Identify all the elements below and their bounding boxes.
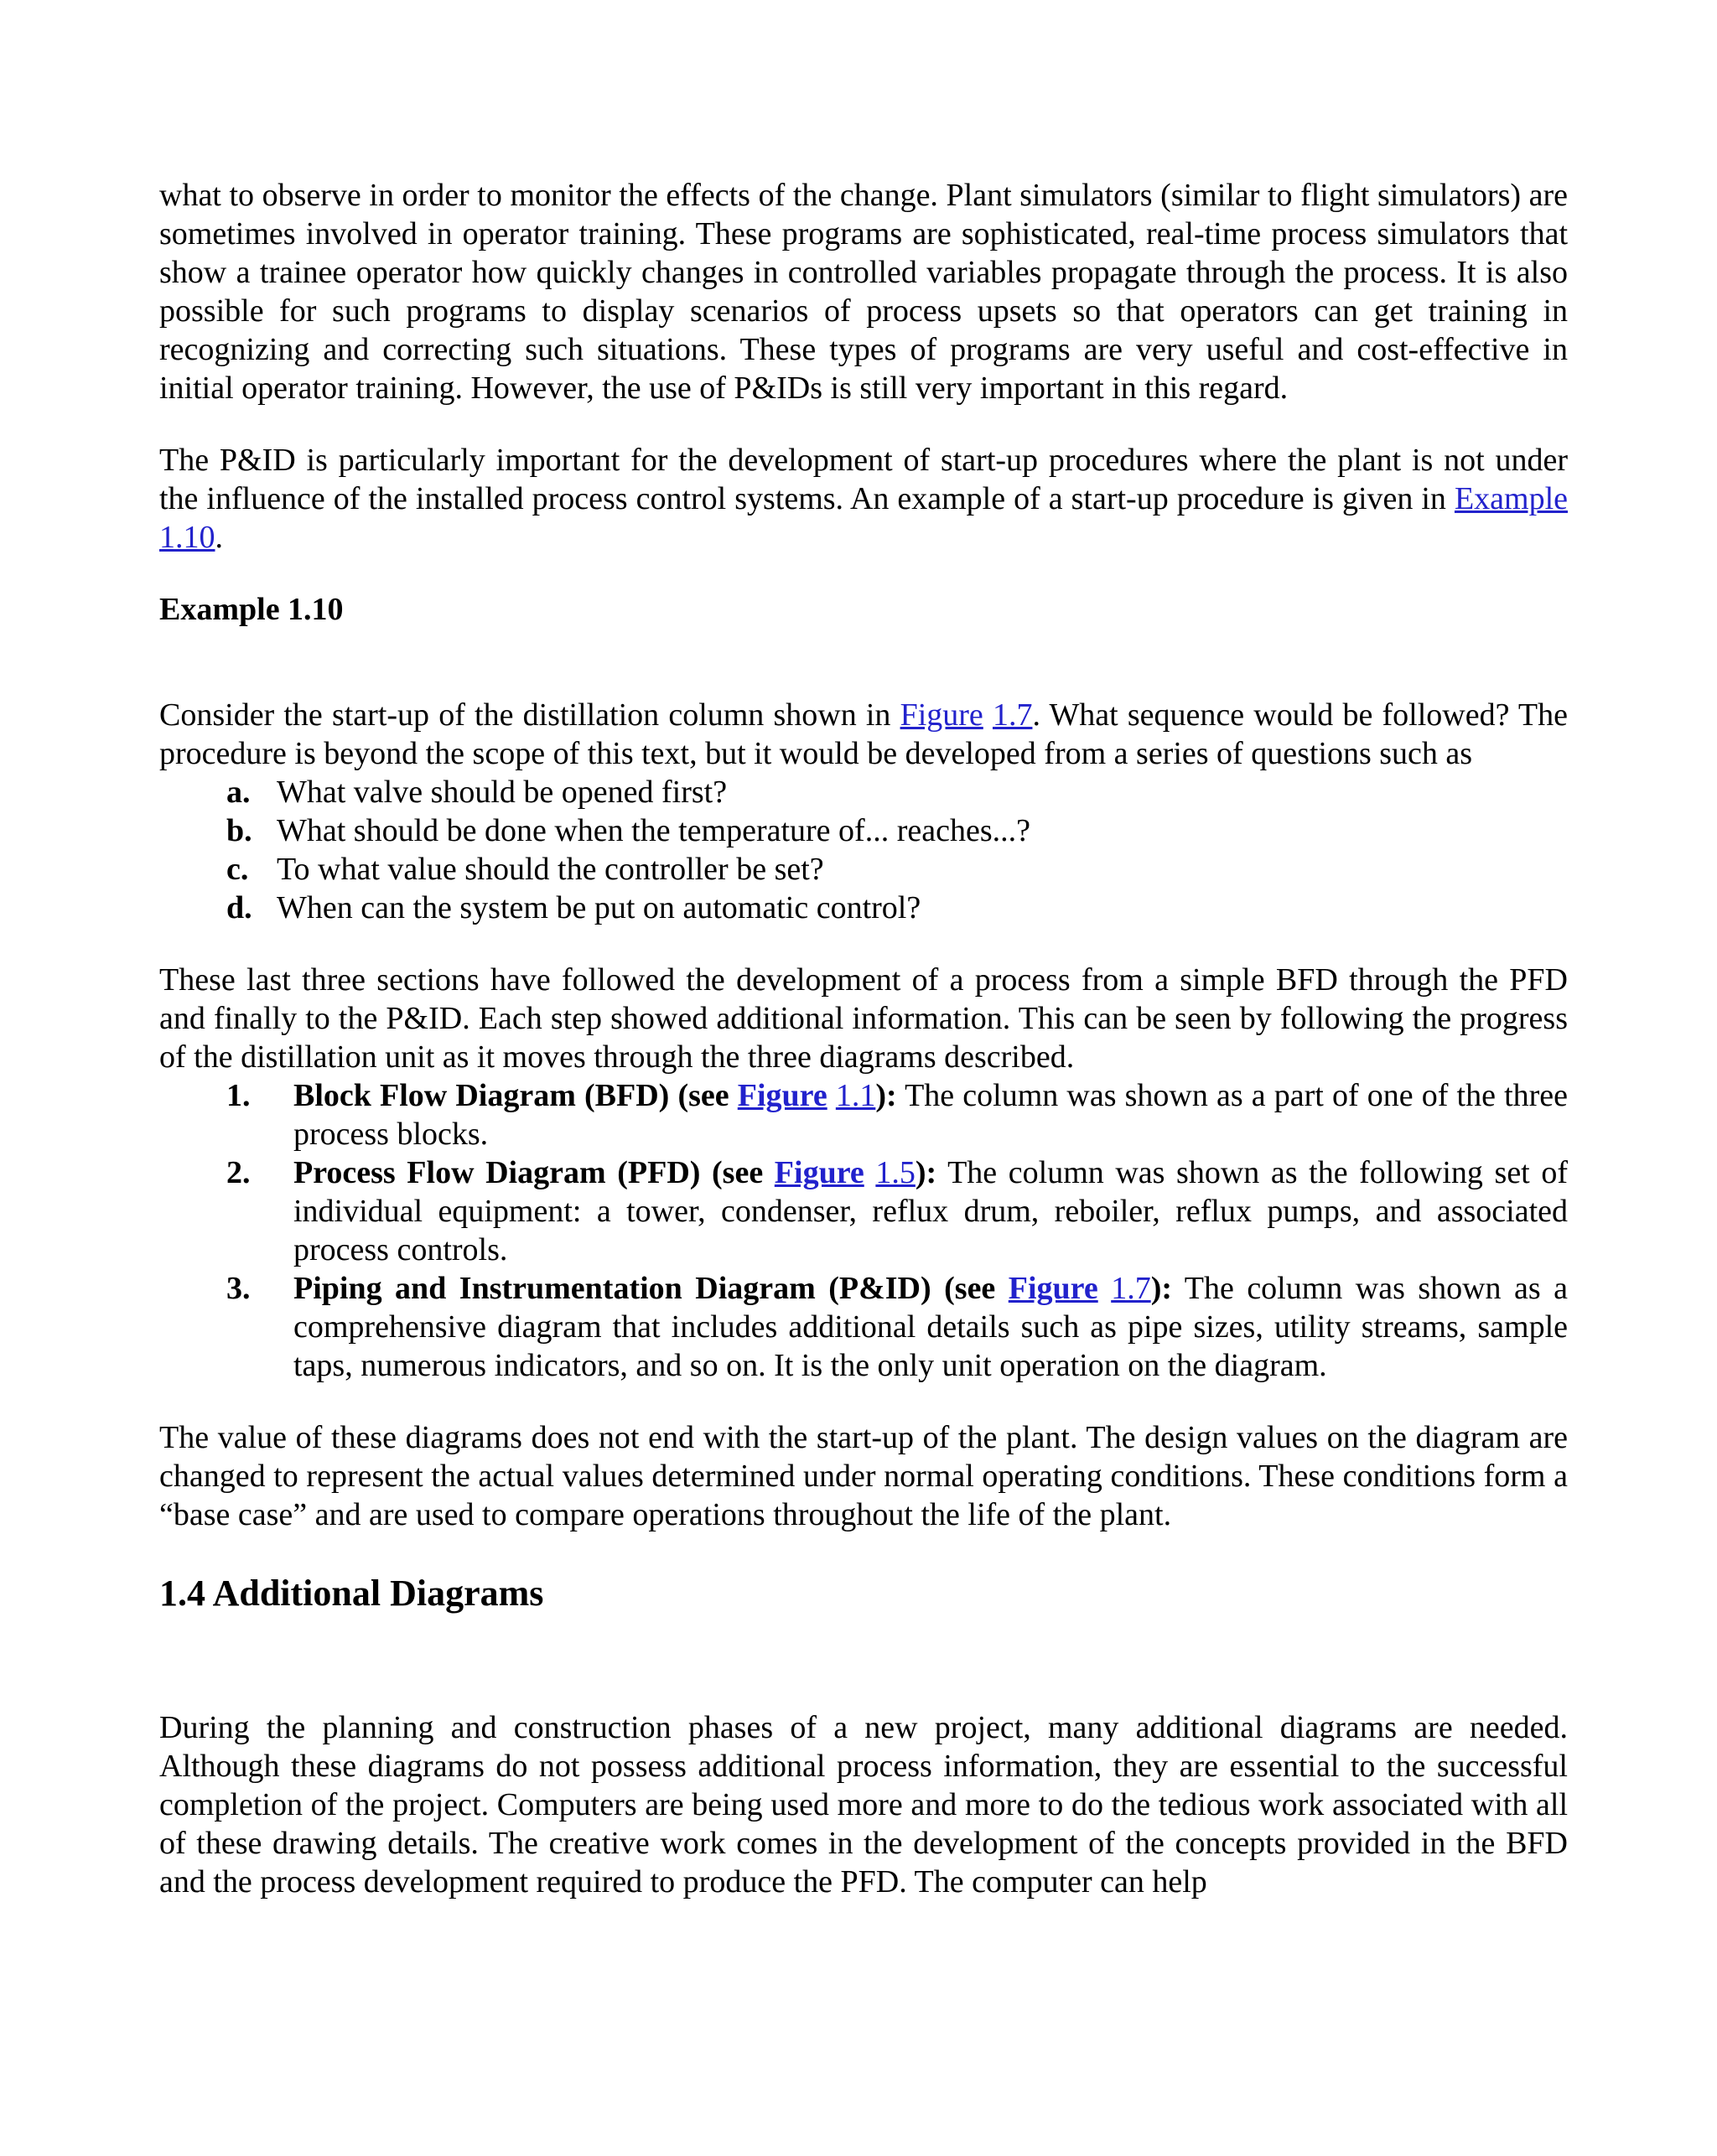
list-item-text: The column was shown as a comprehensive diagram that includes additional details such as pipe sizes, utility streams, sample taps, numerous indicators, and so on. It is the only unit operation on the diagram. xyxy=(293,1271,1568,1383)
list-item-text: What should be done when the temperature of... reaches...? xyxy=(277,813,1030,848)
link-figure[interactable]: Figure xyxy=(900,697,983,733)
list-item xyxy=(159,850,1568,889)
list-item xyxy=(159,811,1568,850)
example-heading: Example 1.10 xyxy=(159,592,344,627)
list-marker: 1. xyxy=(226,1078,251,1113)
list-item xyxy=(159,1153,1568,1269)
item-title-close: ): xyxy=(915,1155,937,1190)
link-figure-number[interactable]: 1.5 xyxy=(875,1155,916,1190)
list-marker: a. xyxy=(226,775,251,810)
link-figure-number[interactable]: 1.7 xyxy=(992,697,1033,733)
paragraph-three-sections: These last three sections have followed the development of a process from a simple BFD through the PFD and finally to the P&ID. Each step showed additional information. This can be seen by following the progress of the distillation unit as it moves through the three diagrams described. xyxy=(159,962,1568,1075)
list-item-text: When can the system be put on automatic control? xyxy=(277,890,921,925)
list-item xyxy=(159,1269,1568,1385)
item-title-close: ): xyxy=(875,1078,897,1113)
item-title-close: ): xyxy=(1150,1271,1172,1306)
list-marker: b. xyxy=(226,813,252,848)
link-figure-number[interactable]: 1.1 xyxy=(835,1078,876,1113)
list-marker: 3. xyxy=(226,1271,251,1306)
list-item-text: The column was shown as the following set of individual equipment: a tower, condenser, reflux drum, reboiler, reflux pumps, and associated process controls. xyxy=(293,1155,1568,1267)
link-figure[interactable]: Figure xyxy=(737,1078,827,1113)
section-heading: 1.4 Additional Diagrams xyxy=(159,1573,544,1614)
paragraph-end: . xyxy=(215,520,223,555)
list-marker: 2. xyxy=(226,1155,251,1190)
paragraph-text: Consider the start-up of the distillation column shown in xyxy=(159,697,900,733)
list-item-text: The column was shown as a part of one of the three process blocks. xyxy=(293,1078,1569,1152)
item-title: Block Flow Diagram (BFD) (see xyxy=(293,1078,738,1113)
paragraph-planning: During the planning and construction phases of a new project, many additional diagrams are needed. Although these diagrams do not possess additional process information, they are essential to the successful completion of the project. Computers are being used more and more to do the tedious work associated with all of these drawing details. The creative work comes in the development of the concepts provided in the BFD and the process development required to produce the PFD. The computer can help xyxy=(159,1710,1568,1899)
list-item xyxy=(159,889,1568,927)
paragraph-consider-startup xyxy=(159,696,1568,773)
diagram-list xyxy=(159,1076,1568,1385)
list-item xyxy=(159,1076,1568,1153)
document-page xyxy=(159,176,1568,1901)
paragraph-base-case: The value of these diagrams does not end with the start-up of the plant. The design values on the diagram are changed to represent the actual values determined under normal operating conditions. These conditions form a “base case” and are used to compare operations throughout the life of the plant. xyxy=(159,1420,1568,1532)
link-figure[interactable]: Figure xyxy=(1008,1271,1098,1306)
item-title: Process Flow Diagram (PFD) (see xyxy=(293,1155,775,1190)
question-list xyxy=(159,773,1568,927)
link-example[interactable]: Example xyxy=(1454,481,1568,516)
link-figure[interactable]: Figure xyxy=(774,1155,864,1190)
item-title: Piping and Instrumentation Diagram (P&ID) (see xyxy=(293,1271,1009,1306)
list-item-text: To what value should the controller be set? xyxy=(277,852,824,887)
list-item xyxy=(159,773,1568,811)
list-marker: c. xyxy=(226,852,249,887)
link-figure-number[interactable]: 1.7 xyxy=(1111,1271,1151,1306)
paragraph-end: . What sequence would be followed? The procedure is beyond the scope of this text, but it would be developed from a series of questions such as xyxy=(159,697,1568,771)
list-item-text: What valve should be opened first? xyxy=(277,775,728,810)
paragraph-pid-startup xyxy=(159,441,1568,557)
list-marker: d. xyxy=(226,890,252,925)
link-example-number[interactable]: 1.10 xyxy=(159,520,215,555)
paragraph-operator-training: what to observe in order to monitor the effects of the change. Plant simulators (similar to flight simulators) are sometimes involved in operator training. These programs are sophisticated, real-time process simulators that show a trainee operator how quickly changes in controlled variables propagate through the process. It is also possible for such programs to display scenarios of process upsets so that operators can get training in recognizing and correcting such situations. These types of programs are very useful and cost-effective in initial operator training. However, the use of P&IDs is still very important in this regard. xyxy=(159,178,1568,406)
paragraph-text: The P&ID is particularly important for the development of start-up procedures where the plant is not under the influence of the installed process control systems. An example of a start-up procedure is given in xyxy=(159,443,1568,516)
